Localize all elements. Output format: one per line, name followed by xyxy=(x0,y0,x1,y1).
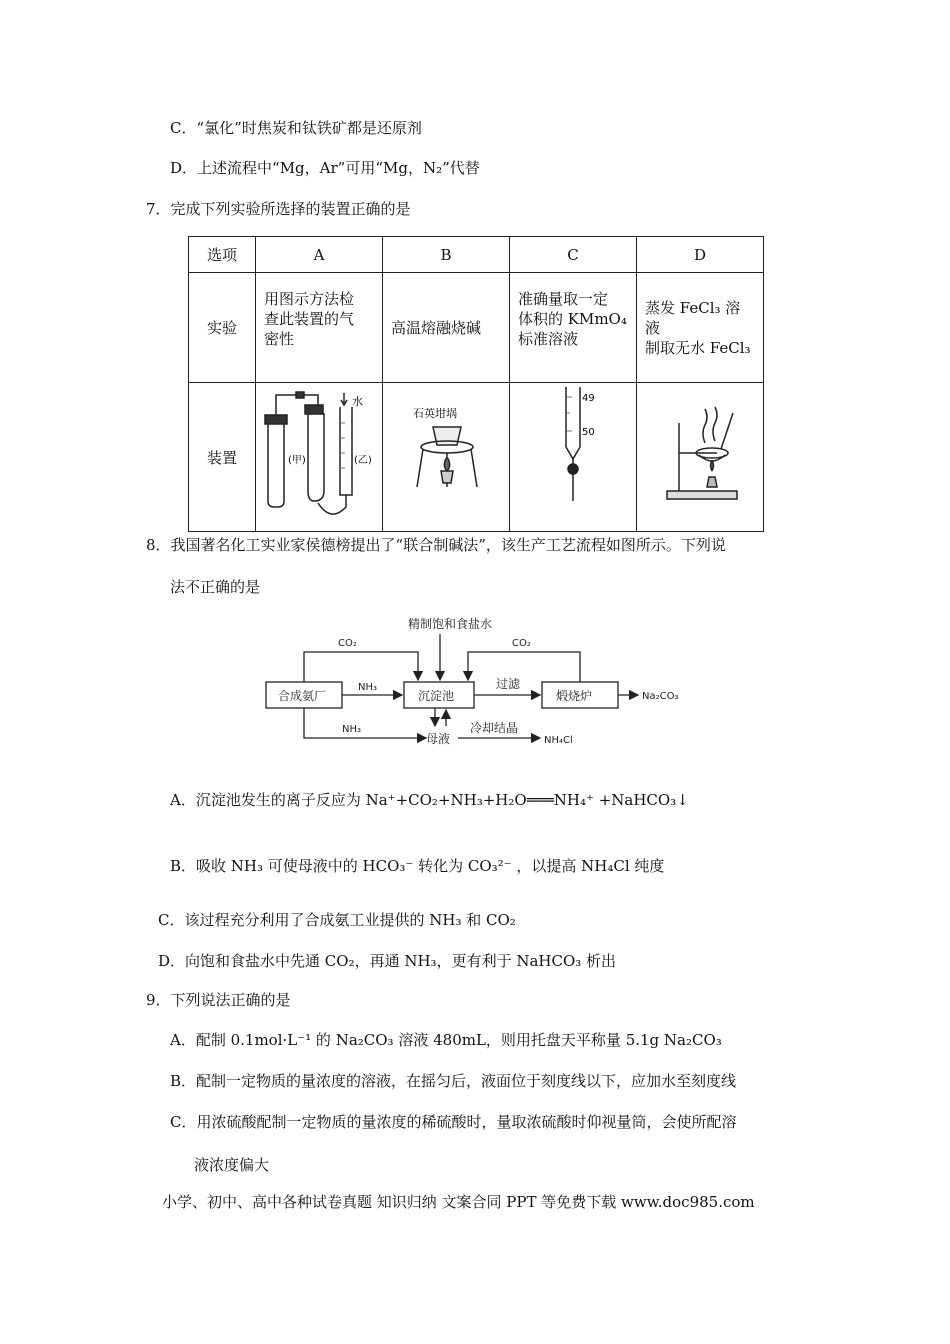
q8-option-a: A．沉淀池发生的离子反应为 Na⁺+CO₂+NH₃+H₂O═══NH₄⁺ +NaHCO₃↓ xyxy=(170,791,689,809)
header-c: C xyxy=(510,237,637,273)
q9-option-a: A．配制 0.1mol·L⁻¹ 的 Na₂CO₃ 溶液 480mL，则用托盘天平称量 5.1g Na₂CO₃ xyxy=(170,1031,722,1049)
device-d-figure xyxy=(637,383,763,527)
tick-50: 50 xyxy=(582,427,595,438)
tank-label: 沉淀池 xyxy=(418,689,455,703)
q8-stem-line2: 法不正确的是 xyxy=(170,578,261,596)
water-label: 水 xyxy=(352,395,363,408)
row-label-device: 装置 xyxy=(189,383,256,532)
brine-label: 精制饱和食盐水 xyxy=(408,617,493,631)
device-c-cell xyxy=(510,383,637,532)
nh3-top-label: NH₃ xyxy=(358,682,378,693)
q6-option-c: C．“氯化”时焦炭和钛铁矿都是还原剂 xyxy=(170,119,422,137)
cool-label: 冷却结晶 xyxy=(470,721,519,735)
yi-label: (乙) xyxy=(354,455,372,466)
q8-option-c: C．该过程充分利用了合成氨工业提供的 NH₃ 和 CO₂ xyxy=(158,911,516,929)
q9-option-c-line1: C．用浓硫酸配制一定物质的量浓度的稀硫酸时，量取浓硫酸时仰视量筒，会使所配溶 xyxy=(170,1113,737,1131)
experiment-d-line: 制取无水 FeCl₃ xyxy=(645,338,751,357)
footer: 小学、初中、高中各种试卷真题 知识归纳 文案合同 PPT 等免费下载 www.doc985.com xyxy=(162,1193,755,1211)
header-a: A xyxy=(256,237,383,273)
nh3-bottom-label: NH₃ xyxy=(342,724,362,735)
header-option: 选项 xyxy=(189,237,256,273)
ammonia-plant-label: 合成氨厂 xyxy=(278,689,327,703)
crucible-label: 石英坩埚 xyxy=(413,407,457,420)
q8-flow-diagram xyxy=(258,612,718,752)
device-c-figure xyxy=(510,383,636,527)
experiment-d xyxy=(637,273,764,383)
q6-option-d: D．上述流程中“Mg，Ar”可用“Mg，N₂”代替 xyxy=(170,159,480,177)
experiment-a-line: 用图示方法检 xyxy=(264,290,355,308)
experiment-c-line: 标准溶液 xyxy=(518,330,579,348)
q9-option-c-line2: 液浓度偏大 xyxy=(194,1156,270,1174)
q8-option-b: B．吸收 NH₃ 可使母液中的 HCO₃⁻ 转化为 CO₃²⁻ ，以提高 NH₄Cl 纯度 xyxy=(170,857,665,875)
q7-table xyxy=(188,236,764,532)
jia-label: (甲) xyxy=(288,455,306,466)
header-b: B xyxy=(383,237,510,273)
q9-option-b: B．配制一定物质的量浓度的溶液，在摇匀后，液面位于刻度线以下，应加水至刻度线 xyxy=(170,1072,737,1090)
device-b-figure xyxy=(383,383,509,527)
experiment-b: 高温熔融烧碱 xyxy=(383,273,510,383)
experiment-c-line: 准确量取一定 xyxy=(518,290,609,308)
experiment-a-line: 密性 xyxy=(264,330,295,348)
experiment-c-line: 体积的 KMmO₄ xyxy=(518,310,627,328)
q7-stem: 7．完成下列实验所选择的装置正确的是 xyxy=(146,200,411,218)
furnace-label: 煅烧炉 xyxy=(556,689,593,703)
device-a-cell xyxy=(256,383,383,532)
device-b-cell xyxy=(383,383,510,532)
header-d: D xyxy=(637,237,764,273)
filter-label: 过滤 xyxy=(496,677,521,691)
experiment-a-line: 查此装置的气 xyxy=(264,310,355,328)
co2-right-label: CO₂ xyxy=(512,638,531,649)
q8-stem-line1: 8．我国著名化工实业家侯德榜提出了“联合制碱法”，该生产工艺流程如图所示。下列说 xyxy=(146,536,726,554)
co2-left-label: CO₂ xyxy=(338,638,357,649)
device-d-cell xyxy=(637,383,764,532)
product2-label: NH₄Cl xyxy=(544,735,573,746)
experiment-c xyxy=(510,273,637,383)
device-a-figure xyxy=(256,383,382,527)
product1-label: Na₂CO₃ xyxy=(642,691,679,702)
tick-49: 49 xyxy=(582,393,595,404)
experiment-a xyxy=(256,273,383,383)
q8-option-d: D．向饱和食盐水中先通 CO₂，再通 NH₃，更有利于 NaHCO₃ 析出 xyxy=(158,952,617,970)
q9-stem: 9．下列说法正确的是 xyxy=(146,991,291,1009)
row-label-experiment: 实验 xyxy=(189,273,256,383)
experiment-d-line: 蒸发 FeCl₃ 溶液 xyxy=(645,298,741,337)
mother-liquor-label: 母液 xyxy=(426,732,451,746)
